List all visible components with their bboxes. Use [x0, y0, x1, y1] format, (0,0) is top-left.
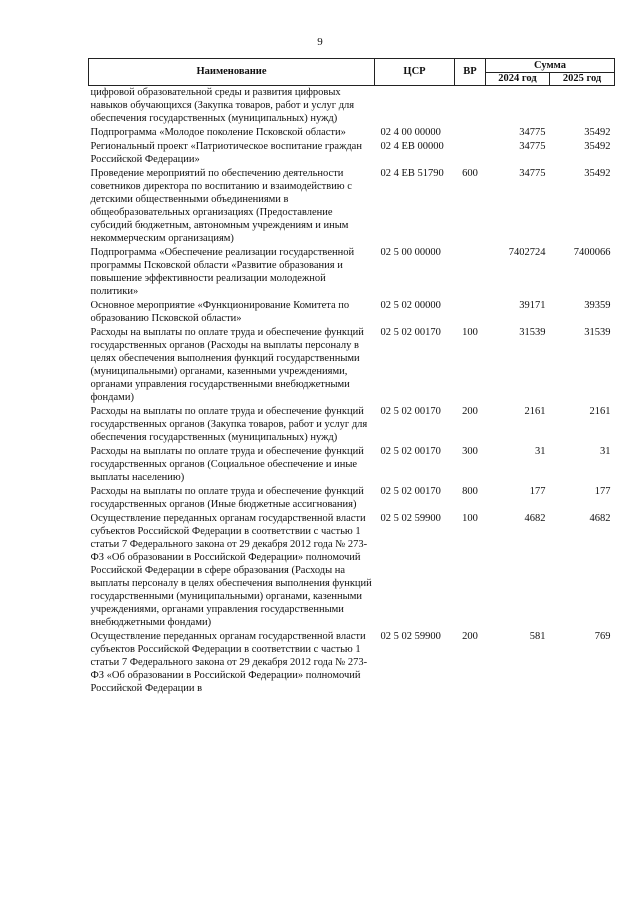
row-name: Расходы на выплаты по оплате труда и обеспечение функций государственных органов (Закупка товаров, работ и услуг для обеспечения государственных (муниципальных) нужд): [90, 406, 368, 443]
row-sum-2024: 177: [529, 486, 546, 497]
row-csr: 02 5 02 59900: [380, 513, 441, 524]
row-csr: 02 4 EB 00000: [380, 141, 444, 152]
table-row: [89, 126, 615, 140]
row-name: цифровой образовательной среды и развития цифровых навыков обучающихся (Закупка товаров, работ и услуг для обеспечения государственных (муниципальных) нужд): [90, 87, 355, 124]
table-row: [89, 140, 615, 167]
row-vr: [455, 299, 486, 326]
table-row: [89, 445, 615, 485]
row-sum-2025: 35492: [584, 168, 611, 179]
table-row: [89, 167, 615, 246]
row-sum-2025: 31539: [584, 327, 611, 338]
row-sum-2024: [486, 86, 550, 127]
table-row: [89, 485, 615, 512]
header-year-2024: 2024 год: [486, 73, 550, 86]
budget-table: [88, 58, 615, 696]
row-csr: 02 4 00 00000: [380, 127, 441, 138]
header-csr: ЦСР: [375, 59, 455, 86]
row-csr: 02 5 02 00170: [380, 327, 441, 338]
header-sum: Сумма: [486, 59, 615, 73]
row-csr: 02 5 02 59900: [380, 631, 441, 642]
row-csr: 02 5 02 00170: [380, 486, 441, 497]
row-name: Подпрограмма «Обеспечение реализации государственной программы Псковской области «Развитие образования и повышение эффективности реализации молодежной политики»: [90, 247, 355, 297]
row-name: Проведение мероприятий по обеспечению деятельности советников директора по воспитанию и взаимодействию с детскими общественными объединениями в общеобразовательных организациях (Предоставление субсидий бюджетным, автономным учреждениям и иным некоммерческим организациям): [90, 168, 352, 244]
table-row: [89, 299, 615, 326]
row-sum-2025: 769: [594, 631, 611, 642]
row-sum-2025: 39359: [584, 300, 611, 311]
row-sum-2024: 34775: [519, 141, 546, 152]
row-vr: 200: [462, 406, 478, 417]
row-sum-2024: 7402724: [508, 247, 546, 258]
row-name: Основное мероприятие «Функционирование Комитета по образованию Псковской области»: [90, 300, 350, 324]
header-vr: ВР: [455, 59, 486, 86]
row-sum-2025: 4682: [589, 513, 611, 524]
row-sum-2024: 2161: [524, 406, 546, 417]
row-vr: 200: [462, 631, 478, 642]
header-year-2025: 2025 год: [550, 73, 615, 86]
row-csr: 02 5 02 00170: [380, 406, 441, 417]
row-name: Подпрограмма «Молодое поколение Псковской области»: [90, 127, 346, 138]
row-vr: 100: [462, 327, 478, 338]
page-number: 9: [317, 36, 323, 48]
row-sum-2025: 2161: [589, 406, 611, 417]
row-csr: [375, 86, 455, 127]
row-vr: 300: [462, 446, 478, 457]
table-body: [89, 86, 615, 697]
row-sum-2024: 34775: [519, 168, 546, 179]
row-sum-2024: 31: [535, 446, 546, 457]
row-sum-2024: 39171: [519, 300, 546, 311]
row-name: Региональный проект «Патриотическое воспитание граждан Российской Федерации»: [90, 141, 362, 165]
row-sum-2025: 31: [600, 446, 611, 457]
table-row: [89, 512, 615, 630]
row-name: Расходы на выплаты по оплате труда и обеспечение функций государственных органов (Расходы на выплаты персоналу в целях обеспечения выполнения функций государственными (муниципальными) органами, казенными учреждениями, органами управления государственными внебюджетными фондами): [90, 327, 364, 403]
row-sum-2024: 34775: [519, 127, 546, 138]
row-sum-2025: 35492: [584, 127, 611, 138]
row-vr: [455, 86, 486, 127]
row-sum-2024: 4682: [524, 513, 546, 524]
table-row: [89, 86, 615, 127]
row-name: Расходы на выплаты по оплате труда и обеспечение функций государственных органов (Социальное обеспечение и иные выплаты населению): [90, 446, 364, 483]
row-name: Расходы на выплаты по оплате труда и обеспечение функций государственных органов (Иные бюджетные ассигнования): [90, 486, 364, 510]
table-row: [89, 326, 615, 405]
row-vr: [455, 246, 486, 299]
table-header: [89, 59, 615, 86]
row-name: Осуществление переданных органам государственной власти субъектов Российской Федерации в соответствии с частью 1 статьи 7 Федерального закона от 29 декабря 2012 года № 273-ФЗ «Об образовании в Российской Федерации» полномочий Российской Федерации в сфере образования (Расходы на выплаты персоналу в целях обеспечения выполнения функций государственными (муниципальными) органами, казенными учреждениями, органами управления государственными внебюджетными фондами): [90, 513, 372, 628]
row-vr: 100: [462, 513, 478, 524]
row-sum-2024: 581: [529, 631, 546, 642]
table-row: [89, 630, 615, 696]
row-sum-2025: [550, 86, 615, 127]
row-csr: 02 4 EB 51790: [380, 168, 444, 179]
table-row: [89, 405, 615, 445]
row-vr: 600: [462, 168, 478, 179]
row-vr: [455, 140, 486, 167]
row-sum-2024: 31539: [519, 327, 546, 338]
table-row: [89, 246, 615, 299]
row-csr: 02 5 00 00000: [380, 247, 441, 258]
header-name: Наименование: [89, 59, 375, 86]
row-vr: 800: [462, 486, 478, 497]
row-sum-2025: 7400066: [573, 247, 611, 258]
row-name: Осуществление переданных органам государственной власти субъектов Российской Федерации в соответствии с частью 1 статьи 7 Федерального закона от 29 декабря 2012 года № 273-ФЗ «Об образовании в Российской Федерации» полномочий Российской Федерации в: [90, 631, 368, 694]
row-vr: [455, 126, 486, 140]
row-csr: 02 5 02 00170: [380, 446, 441, 457]
row-sum-2025: 177: [594, 486, 611, 497]
row-csr: 02 5 02 00000: [380, 300, 441, 311]
row-sum-2025: 35492: [584, 141, 611, 152]
